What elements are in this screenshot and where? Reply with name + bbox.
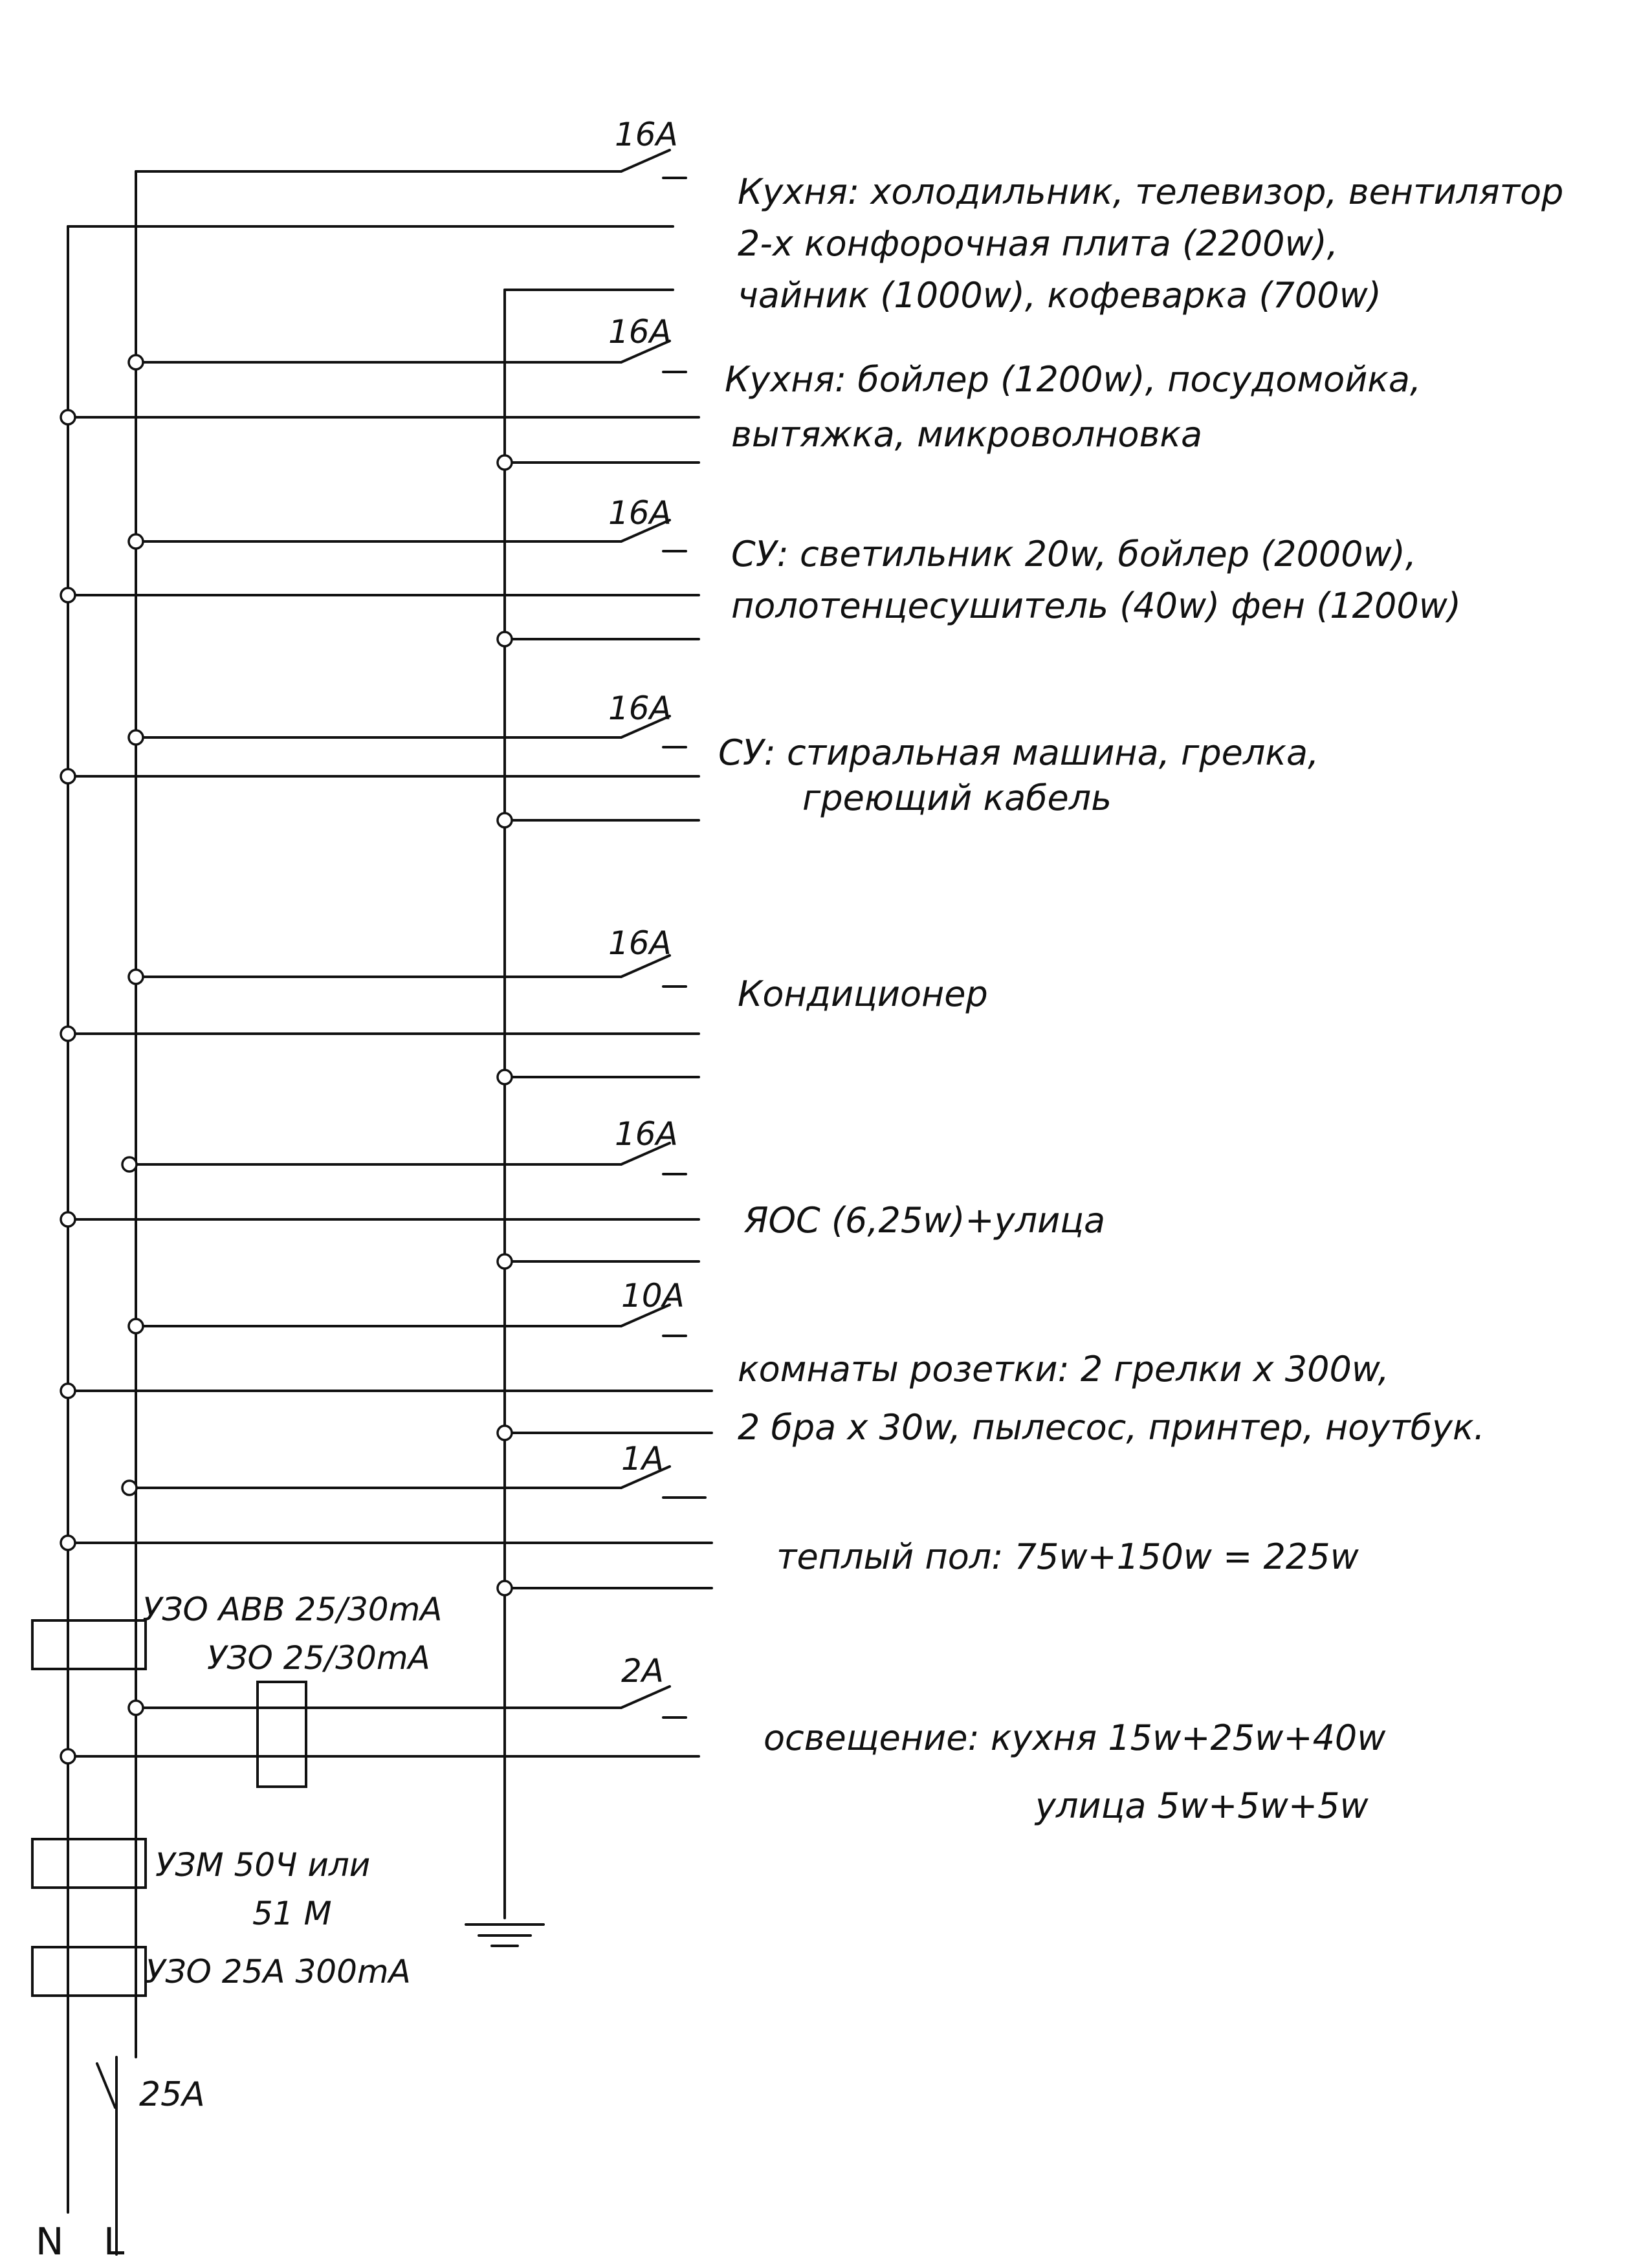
ground-icon [466,1925,544,1946]
circuit-description-line: вытяжка, микроволновка [731,414,1203,455]
breaker-rating: 16A [615,116,678,153]
breaker-rating: 16A [608,313,672,351]
device-label: УЗО 25/30mA [207,1639,430,1677]
line-label: L [104,2219,125,2263]
circuit-9 [61,1686,699,1763]
circuit-4 [61,716,699,827]
circuit-8 [61,1467,712,1595]
breaker-rating: 16A [608,494,672,532]
circuit-description-line: освещение: кухня 15w+25w+40w [764,1717,1386,1758]
circuit-7 [61,1305,712,1440]
breaker-rating: 16A [615,1115,678,1153]
circuit-description-line: Кухня: холодильник, телевизор, вентилятор [738,171,1564,212]
device-label: УЗМ 50Ч или [155,1846,371,1884]
neutral-label: N [36,2219,64,2263]
circuit-description-line: Кухня: бойлер (1200w), посудомойка, [725,359,1422,400]
main-breaker-rating: 25A [139,2075,205,2114]
circuit-description-line: Кондиционер [738,974,988,1014]
breaker-rating: 16A [608,690,672,727]
circuit-description-line: СУ: светильник 20w, бойлер (2000w), [731,534,1417,574]
breaker-rating: 10A [621,1277,685,1314]
circuit-5 [61,955,699,1084]
breaker-rating: 16A [608,924,672,962]
circuit-description-line: улица 5w+5w+5w [1035,1785,1369,1826]
circuit-2 [61,341,699,470]
circuit-6 [61,1143,699,1269]
device-label-secondary: 51 М [252,1895,332,1932]
circuit-description-line: 2 бра x 30w, пылесос, принтер, ноутбук. [738,1407,1485,1448]
circuit-description-line: ЯОС (6,25w)+улица [744,1200,1106,1241]
rcd-abb-box [32,1620,146,1669]
circuit-description-line: комнаты розетки: 2 грелки x 300w, [738,1349,1389,1390]
circuit-1 [68,150,686,290]
circuit-description-line: теплый пол: 75w+150w = 225w [776,1536,1359,1577]
circuit-description-line: 2-х конфорочная плита (2200w), [738,223,1338,264]
rcd-main-box [32,1947,146,1996]
circuit-description-line: чайник (1000w), кофеварка (700w) [738,275,1381,316]
circuit-description-line: греющий кабель [802,778,1112,818]
device-label: УЗО 25A 300mA [146,1953,411,1990]
device-label: УЗО ABB 25/30mA [142,1591,443,1628]
voltage-relay-box [32,1839,146,1888]
circuit-description-line: полотенцесушитель (40w) фен (1200w) [731,585,1461,626]
breaker-rating: 2A [621,1652,665,1690]
rcd-2-box [258,1682,306,1787]
circuit-description-line: СУ: стиральная машина, грелка, [718,732,1319,773]
circuit-3 [61,520,699,646]
breaker-rating: 1A [621,1440,665,1477]
